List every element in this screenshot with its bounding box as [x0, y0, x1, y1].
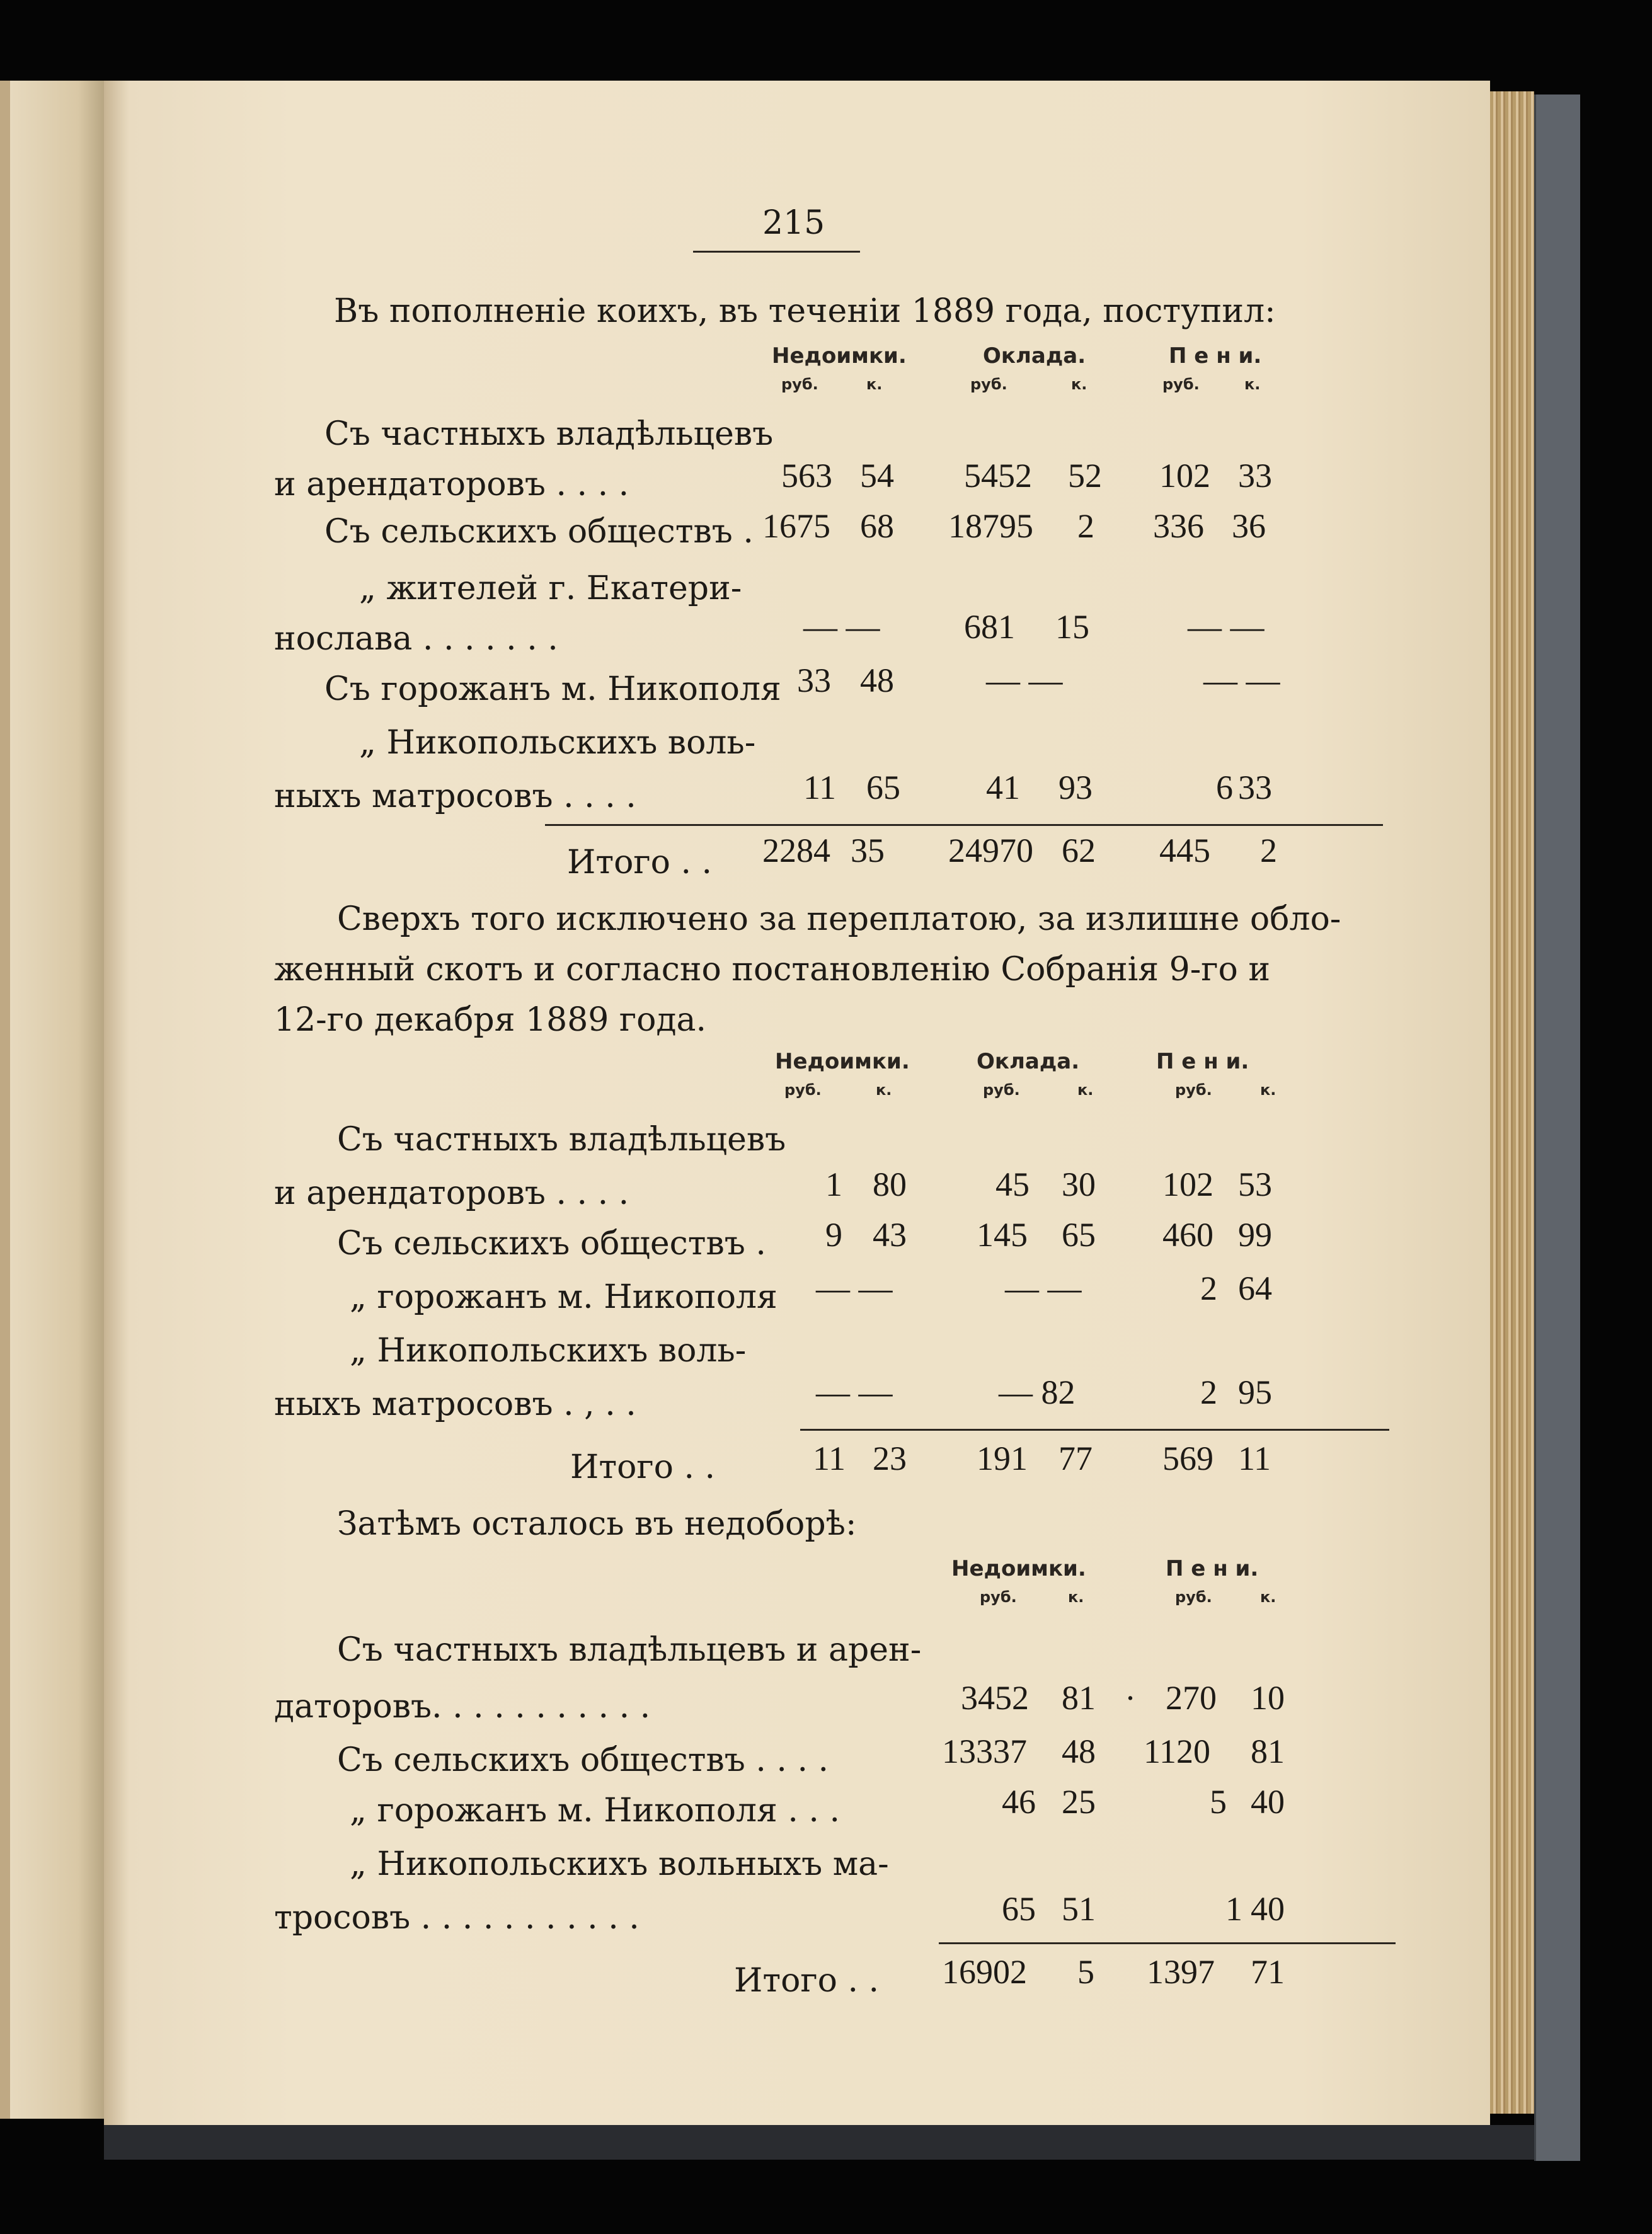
cell: 33 [797, 662, 831, 699]
cell: 270 [1166, 1679, 1217, 1717]
cell: 681 [964, 608, 1015, 646]
cell: — — [1188, 608, 1265, 646]
cell: 65 [866, 769, 900, 806]
t2-unit: руб. [784, 1081, 822, 1099]
t3-total-label: Итого . . [734, 1962, 880, 2000]
cell: 3452 [961, 1679, 1029, 1717]
cell: 71 [1251, 1953, 1285, 1991]
t1-unit-rub-3: руб. [1162, 375, 1200, 393]
t1-unit-rub-2: руб. [970, 375, 1007, 393]
cell: 51 [1062, 1890, 1096, 1928]
cell: — — [986, 662, 1063, 699]
cell: 460 [1162, 1216, 1213, 1254]
cell: 43 [873, 1216, 907, 1254]
t3-row2-label: Съ сельскихъ обществъ . . . . [337, 1741, 829, 1779]
cell: 41 [986, 769, 1020, 806]
t3-row3-label: „ горожанъ м. Никополя . . . [350, 1792, 840, 1830]
t1-row5-label-b: ныхъ матросовъ . . . . [274, 777, 636, 815]
t2-unit: руб. [983, 1081, 1020, 1099]
cell: 64 [1238, 1269, 1272, 1307]
cell: — — [803, 608, 880, 646]
t2-total-rule [800, 1429, 1389, 1431]
cell: 2284 [762, 832, 830, 869]
t3-unit: руб. [1175, 1588, 1212, 1606]
cell: 99 [1238, 1216, 1272, 1254]
t1-row3-label-b: нослава . . . . . . . [274, 620, 558, 658]
page-fore-edge [1490, 91, 1534, 2114]
cell: 102 [1159, 457, 1210, 495]
cell: 2 [1260, 832, 1277, 869]
cell: 33 [1238, 457, 1272, 495]
cell: 11 [813, 1440, 846, 1477]
cell: 25 [1062, 1783, 1096, 1821]
cell: 145 [977, 1216, 1028, 1254]
cell: 5 [1077, 1953, 1094, 1991]
cell: 336 [1153, 507, 1204, 545]
cell: — — [816, 1269, 893, 1307]
book-cover-bottom [104, 2125, 1553, 2160]
cell: — — [1203, 662, 1280, 699]
cell: 30 [1062, 1166, 1096, 1203]
t2-header-penalty: П е н и. [1156, 1049, 1249, 1074]
page-number: 215 [762, 204, 825, 242]
cell: 81 [1062, 1679, 1096, 1717]
cell: 54 [860, 457, 894, 495]
left-page-margin [0, 81, 10, 2119]
para2-line3: 12-го декабря 1889 года. [274, 1001, 707, 1039]
cell: 93 [1058, 769, 1093, 806]
cell: — 82 [999, 1373, 1076, 1411]
cell: 40 [1251, 1783, 1285, 1821]
cell: 1397 [1147, 1953, 1215, 1991]
cell: 65 [1002, 1890, 1036, 1928]
page-number-rule [693, 251, 860, 253]
cell: 13337 [942, 1733, 1027, 1770]
cell: 5452 [964, 457, 1032, 495]
t3-unit: руб. [980, 1588, 1017, 1606]
t2-header-salary: Оклада. [977, 1049, 1080, 1074]
cell: 80 [873, 1166, 907, 1203]
cell: 23 [873, 1440, 907, 1477]
cell: 6 [1216, 769, 1233, 806]
t3-total-rule [939, 1942, 1396, 1944]
para3: Затѣмъ осталось въ недоборѣ: [337, 1505, 857, 1543]
cell: 48 [1062, 1733, 1096, 1770]
t2-row4-label-b: ныхъ матросовъ . , . . [274, 1385, 636, 1423]
t2-unit: руб. [1175, 1081, 1212, 1099]
book-page [104, 81, 1490, 2125]
cell: 2 [1200, 1373, 1217, 1411]
cell: 33 [1238, 769, 1272, 806]
cell: 15 [1055, 608, 1089, 646]
cell: 46 [1002, 1783, 1036, 1821]
t1-row5-label-a: „ Никопольскихъ воль- [359, 724, 756, 762]
cell: 5 [1210, 1783, 1227, 1821]
cell: 95 [1238, 1373, 1272, 1411]
t1-unit-kop-2: к. [1071, 375, 1087, 393]
cell: 18795 [948, 507, 1033, 545]
t1-row1-label-b: и арендаторовъ . . . . [274, 466, 629, 503]
t3-row1-label-a: Съ частныхъ владѣльцевъ и арен- [337, 1631, 922, 1669]
intro-line: Въ пополненіе коихъ, въ теченіи 1889 года, поступил: [334, 292, 1276, 330]
t2-row3-label: „ горожанъ м. Никополя [350, 1278, 777, 1316]
cell: 102 [1162, 1166, 1213, 1203]
book-cover-board [1534, 95, 1580, 2161]
cell: — — [816, 1373, 893, 1411]
cell: 68 [860, 507, 894, 545]
left-page-edge [0, 81, 104, 2119]
cell: 191 [977, 1440, 1028, 1477]
cell: 77 [1058, 1440, 1093, 1477]
para2-line1: Сверхъ того исключено за переплатою, за излишне обло- [337, 900, 1341, 938]
cell: 11 [1238, 1440, 1271, 1477]
cell: 2 [1077, 507, 1094, 545]
t1-row4-label: Съ горожанъ м. Никополя [324, 670, 781, 708]
t3-unit: к. [1260, 1588, 1276, 1606]
cell: 11 [803, 769, 836, 806]
cell: 40 [1251, 1890, 1285, 1928]
cell: 1 [825, 1166, 842, 1203]
t2-total-label: Итого . . [570, 1448, 716, 1486]
cell: 36 [1232, 507, 1266, 545]
t1-row3-label-a: „ жителей г. Екатери- [359, 570, 742, 607]
cell: 10 [1251, 1679, 1285, 1717]
t2-header-arrears: Недоимки. [775, 1049, 910, 1074]
t1-header-salary: Оклада. [983, 343, 1086, 369]
t1-unit-rub-1: руб. [781, 375, 818, 393]
cell: 35 [851, 832, 885, 869]
cell: 48 [860, 662, 894, 699]
t1-header-penalty: П е н и. [1169, 343, 1262, 369]
cell: 9 [825, 1216, 842, 1254]
cell: 563 [781, 457, 832, 495]
cell: 45 [995, 1166, 1030, 1203]
cell: 1 [1225, 1890, 1242, 1928]
t2-unit: к. [1260, 1081, 1276, 1099]
cell: 1120 [1144, 1733, 1210, 1770]
cell: 16902 [942, 1953, 1027, 1991]
t1-unit-kop-1: к. [866, 375, 883, 393]
t1-unit-kop-3: к. [1244, 375, 1261, 393]
t2-row2-label: Съ сельскихъ обществъ . [337, 1225, 766, 1263]
t1-total-label: Итого . . [567, 844, 713, 881]
cell: 445 [1159, 832, 1210, 869]
t3-row4-label-b: тросовъ . . . . . . . . . . . [274, 1899, 640, 1937]
cell: — — [1005, 1269, 1082, 1307]
t3-row1-label-b: даторовъ. . . . . . . . . . . [274, 1688, 651, 1726]
t1-row2-label: Съ сельскихъ обществъ . [324, 513, 754, 551]
t3-row4-label-a: „ Никопольскихъ вольныхъ ма- [350, 1845, 889, 1883]
cell: 62 [1062, 832, 1096, 869]
t2-row1-label-a: Съ частныхъ владѣльцевъ [337, 1121, 786, 1159]
t3-unit: к. [1068, 1588, 1084, 1606]
t1-row1-label-a: Съ частныхъ владѣльцевъ [324, 415, 774, 453]
t2-row1-label-b: и арендаторовъ . . . . [274, 1174, 629, 1212]
cell: 65 [1062, 1216, 1096, 1254]
t1-header-arrears: Недоимки. [772, 343, 907, 369]
cell: · [1125, 1679, 1136, 1717]
t3-header-arrears: Недоимки. [951, 1556, 1086, 1581]
cell: 1675 [762, 507, 830, 545]
t1-total-rule [545, 824, 1383, 826]
t2-unit: к. [1077, 1081, 1094, 1099]
cell: 24970 [948, 832, 1033, 869]
t2-row4-label-a: „ Никопольскихъ воль- [350, 1332, 747, 1370]
t3-header-penalty: П е н и. [1166, 1556, 1259, 1581]
t2-unit: к. [876, 1081, 892, 1099]
cell: 53 [1238, 1166, 1272, 1203]
cell: 569 [1162, 1440, 1213, 1477]
para2-line2: женный скотъ и согласно постановленію Собранія 9-го и [274, 951, 1271, 988]
cell: 81 [1251, 1733, 1285, 1770]
cell: 2 [1200, 1269, 1217, 1307]
cell: 52 [1068, 457, 1102, 495]
